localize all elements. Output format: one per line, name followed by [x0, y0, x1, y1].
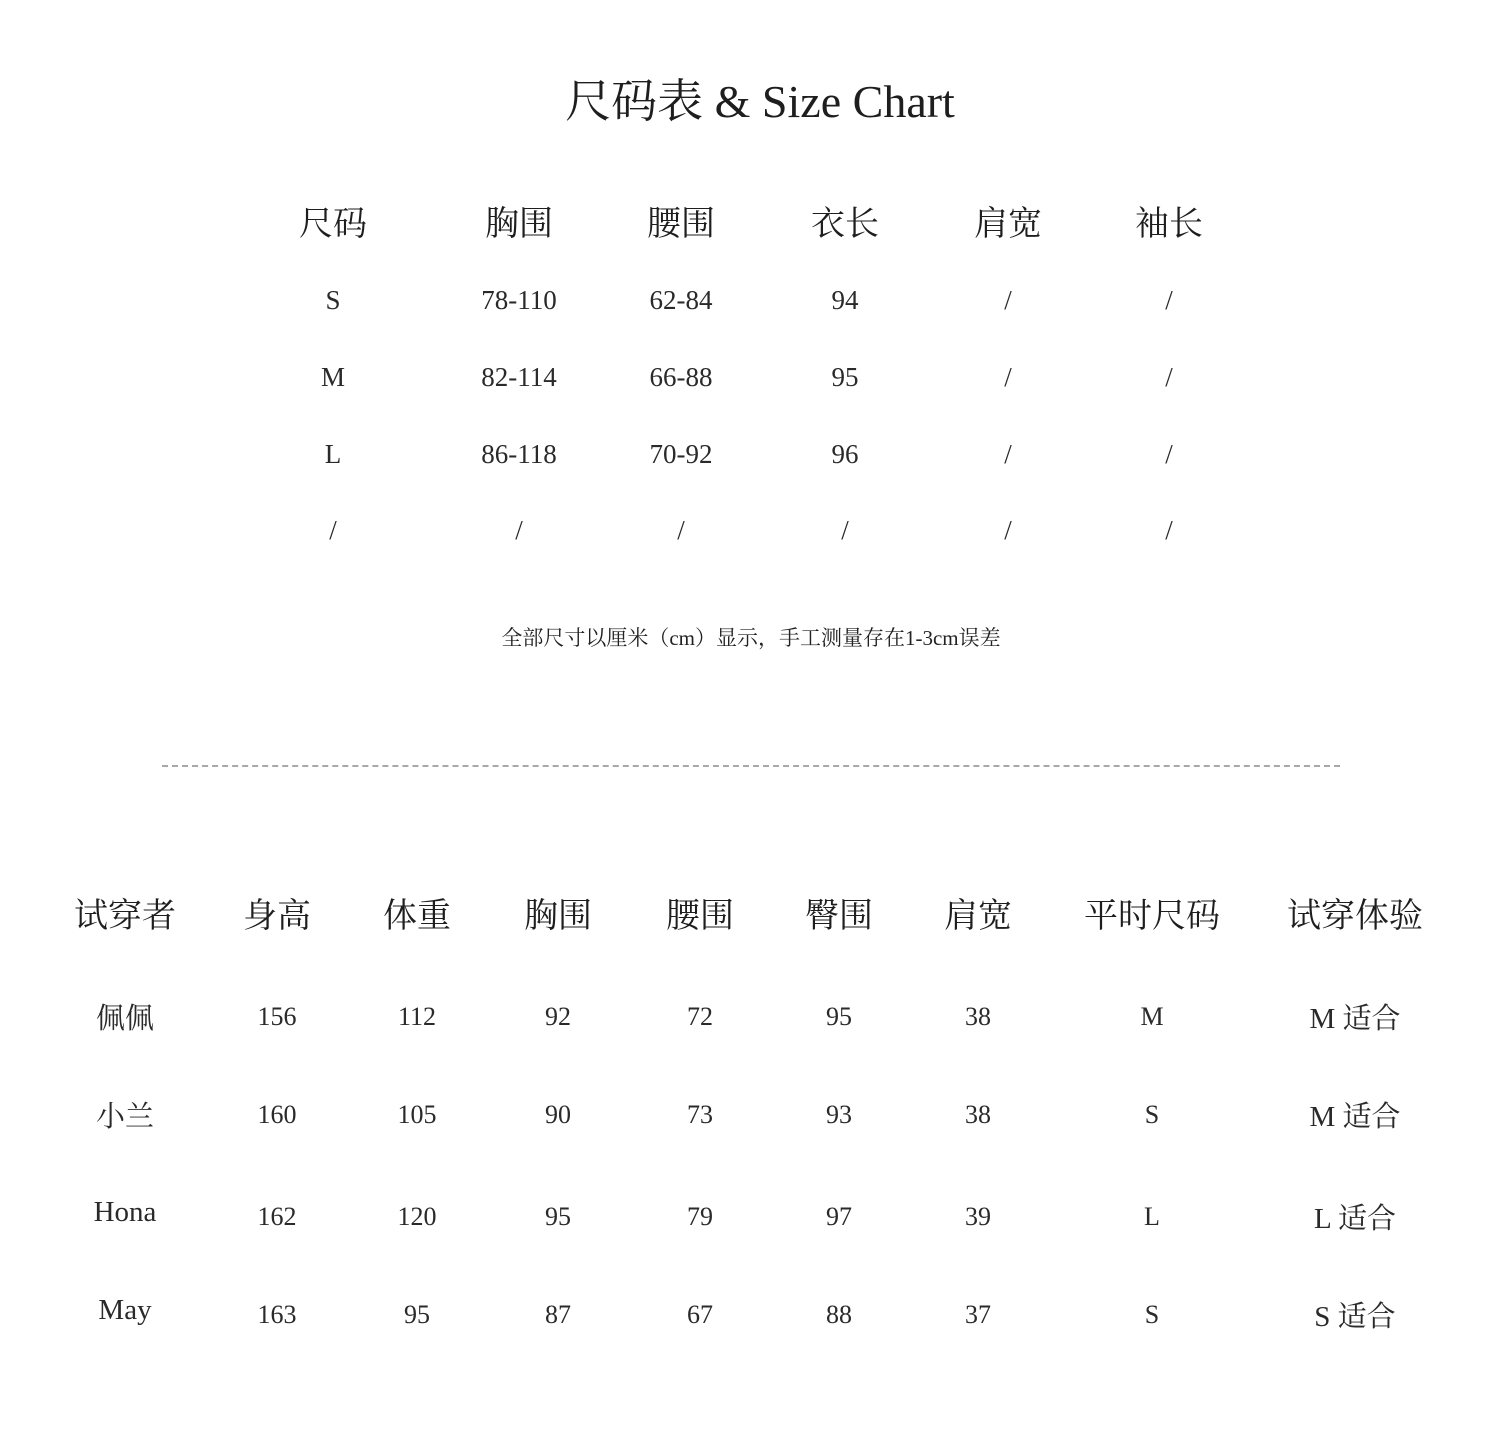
fitting-model-name: Hona	[93, 1196, 157, 1228]
size-chart-header-cell: 衣长	[811, 206, 879, 243]
size-chart-cell: /	[1004, 439, 1012, 469]
fitting-cell: 38	[965, 1002, 991, 1031]
fitting-cell: 73	[687, 1100, 713, 1129]
size-chart-cell: S	[325, 285, 341, 315]
fitting-header-cell: 胸围	[524, 898, 592, 935]
fitting-cell: 95	[404, 1300, 430, 1329]
fitting-cell: M	[1140, 1002, 1164, 1031]
size-chart-cell: 96	[831, 439, 859, 469]
size-chart-cell: /	[1004, 362, 1012, 392]
fitting-header-cell: 臀围	[805, 898, 873, 935]
page-title: 尺码表 & Size Chart	[565, 76, 955, 127]
fitting-cell: 112	[397, 1002, 437, 1031]
size-chart-cell: /	[329, 515, 337, 545]
fitting-cell: 37	[965, 1300, 991, 1329]
fitting-model-name: 小兰	[95, 1101, 155, 1133]
size-chart-cell: /	[515, 515, 523, 545]
size-chart-cell: /	[1165, 285, 1173, 315]
fitting-cell: S	[1144, 1100, 1160, 1129]
fitting-cell: 105	[397, 1100, 437, 1129]
size-chart-cell: 62-84	[649, 285, 713, 315]
fitting-header-cell: 体重	[383, 898, 451, 935]
size-chart-cell: /	[1165, 362, 1173, 392]
fitting-cell: 67	[687, 1300, 713, 1329]
fitting-cell: 120	[397, 1202, 437, 1231]
fitting-cell: 160	[257, 1100, 297, 1129]
size-chart-cell: /	[1004, 285, 1012, 315]
section-divider	[162, 765, 1340, 767]
fitting-cell: 97	[826, 1202, 852, 1231]
fitting-header-cell: 肩宽	[944, 898, 1012, 935]
size-chart-cell: /	[1165, 515, 1173, 545]
size-chart-cell: 86-118	[481, 439, 557, 469]
fitting-cell: 90	[545, 1100, 571, 1129]
fitting-cell: S	[1144, 1300, 1160, 1329]
fitting-cell: 87	[545, 1300, 571, 1329]
fitting-cell: 156	[257, 1002, 297, 1031]
fitting-header-cell: 身高	[243, 898, 311, 935]
fitting-cell: 39	[965, 1202, 991, 1231]
size-chart-cell: L	[324, 439, 342, 469]
size-chart-header-cell: 腰围	[647, 206, 715, 243]
fitting-cell: 79	[687, 1202, 713, 1231]
fitting-cell: 95	[545, 1202, 571, 1231]
size-chart-cell: 66-88	[649, 362, 713, 392]
fitting-cell: 162	[257, 1202, 297, 1231]
size-chart-cell: /	[841, 515, 849, 545]
size-chart-cell: 70-92	[649, 439, 713, 469]
measurement-note: 全部尺寸以厘米（cm）显示，手工测量存在1-3cm误差	[501, 626, 1001, 650]
fitting-cell: 93	[826, 1100, 852, 1129]
size-chart-header-cell: 胸围	[485, 206, 553, 243]
fitting-header-cell: 平时尺码	[1084, 898, 1220, 935]
fitting-cell: 163	[257, 1300, 297, 1329]
fitting-model-name: May	[98, 1294, 152, 1326]
size-chart-header-cell: 肩宽	[974, 206, 1042, 243]
size-chart-header-cell: 袖长	[1135, 206, 1203, 243]
size-chart-cell: 82-114	[481, 362, 557, 392]
fitting-cell: 38	[965, 1100, 991, 1129]
size-chart-header-cell: 尺码	[299, 206, 367, 243]
fitting-header-cell: 试穿体验	[1287, 898, 1423, 935]
size-chart-cell: M	[320, 362, 346, 392]
fitting-result: M 适合	[1309, 1003, 1401, 1035]
size-chart-cell: 94	[831, 285, 859, 315]
fitting-result: L 适合	[1314, 1203, 1396, 1235]
fitting-result: S 适合	[1314, 1301, 1396, 1333]
size-chart-cell: /	[1004, 515, 1012, 545]
size-chart-cell: 95	[831, 362, 859, 392]
fitting-header-cell: 腰围	[666, 898, 734, 935]
fitting-cell: 72	[687, 1002, 713, 1031]
fitting-model-name: 佩佩	[95, 1003, 155, 1035]
fitting-cell: L	[1144, 1202, 1160, 1231]
fitting-cell: 92	[545, 1002, 571, 1031]
fitting-header-cell: 试穿者	[74, 898, 176, 935]
size-chart-cell: /	[677, 515, 685, 545]
size-chart-cell: 78-110	[481, 285, 557, 315]
fitting-cell: 88	[826, 1300, 852, 1329]
fitting-cell: 95	[826, 1002, 852, 1031]
size-chart-cell: /	[1165, 439, 1173, 469]
fitting-result: M 适合	[1309, 1101, 1401, 1133]
